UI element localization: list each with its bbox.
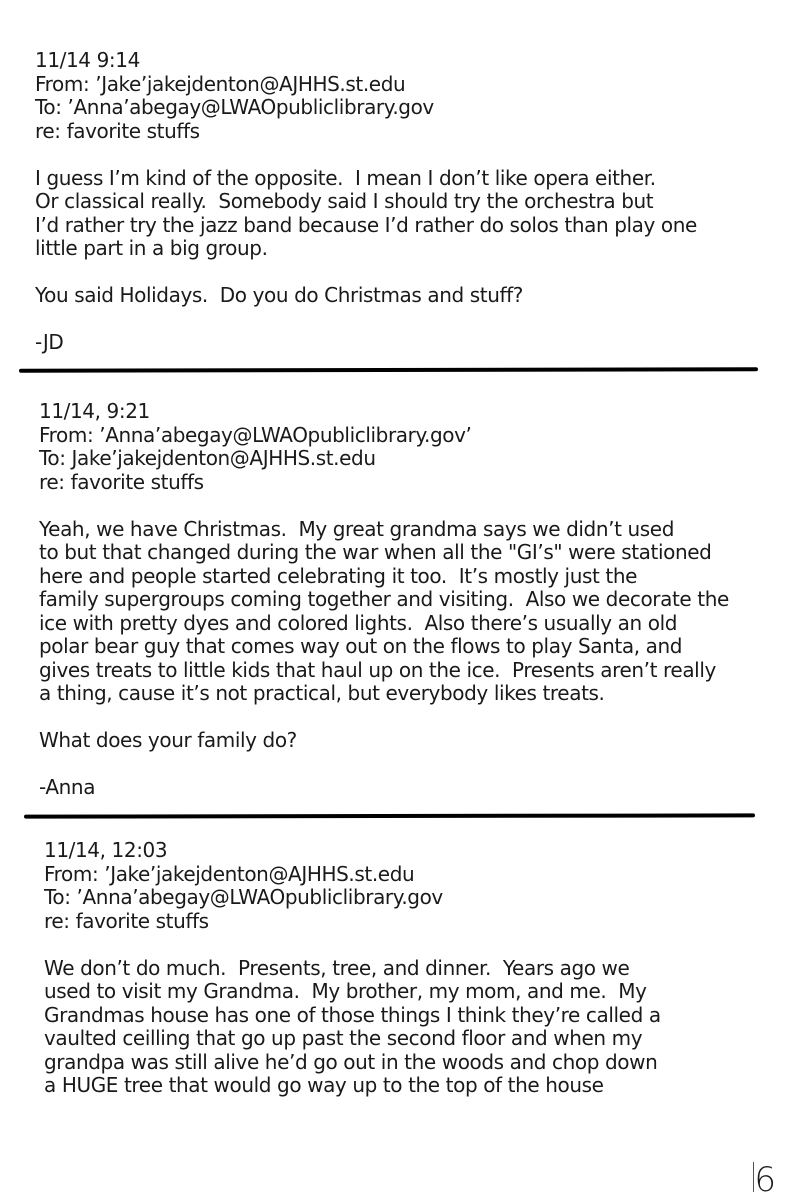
body-line: ice with pretty dyes and colored lights. Also there’s usually an old: [39, 610, 678, 635]
email-signature: -Anna: [39, 775, 96, 799]
email-timestamp: 11/14, 12:03: [44, 838, 168, 862]
body-line: a HUGE tree that would go way up to the top of the house: [44, 1073, 604, 1097]
body-line: used to visit my Grandma. My brother, my mom, and me. My: [44, 979, 647, 1003]
body-line: here and people started celebrating it too. It’s mostly just the: [39, 563, 638, 588]
email-timestamp: 11/14, 9:21: [39, 399, 150, 423]
body-line: I’d rather try the jazz band because I’d rather do solos than play one: [35, 212, 697, 237]
page-number: 6: [754, 1160, 776, 1200]
email-from: From: ’Anna’abegay@LWAOpubliclibrary.gov’: [39, 422, 472, 447]
body-line: little part in a big group.: [35, 236, 268, 260]
email-divider: [24, 813, 755, 818]
body-line: polar bear guy that comes way out on the flows to play Santa, and: [39, 634, 683, 658]
email-subject: re: favorite stuffs: [39, 469, 204, 494]
email-to: To: Jake’jakejdenton@AJHHS.st.edu: [39, 446, 376, 470]
email-from: From: ’Jake’jakejdenton@AJHHS.st.edu: [35, 71, 406, 96]
email-to: To: ’Anna’abegay@LWAOpubliclibrary.gov: [35, 95, 434, 119]
body-line: We don’t do much. Presents, tree, and dinner. Years ago we: [44, 955, 630, 980]
body-line: You said Holidays. Do you do Christmas and stuff?: [35, 283, 523, 307]
body-line: family supergroups coming together and visiting. Also we decorate the: [39, 587, 729, 611]
body-line: to but that changed during the war when all the "GI’s" were stationed: [39, 540, 712, 564]
body-line: grandpa was still alive he’d go out in the woods and chop down: [44, 1049, 658, 1074]
email-message-3: [44, 839, 661, 1098]
email-message-2: [39, 400, 729, 800]
email-message-1: [35, 49, 697, 355]
email-divider: [19, 367, 758, 373]
body-line: What does your family do?: [39, 728, 297, 752]
body-line: vaulted ceilling that go up past the second floor and when my: [44, 1026, 643, 1050]
body-line: I guess I’m kind of the opposite. I mean I don’t like opera either.: [35, 165, 656, 190]
email-to: To: ’Anna’abegay@LWAOpubliclibrary.gov: [44, 885, 443, 909]
body-line: a thing, cause it’s not practical, but everybody likes treats.: [39, 681, 605, 705]
body-line: Grandmas house has one of those things I think they’re called a: [44, 1002, 661, 1027]
body-line: gives treats to little kids that haul up on the ice. Presents aren’t really: [39, 657, 716, 682]
email-timestamp: 11/14 9:14: [35, 48, 140, 72]
email-subject: re: favorite stuffs: [44, 908, 209, 933]
email-from: From: ’Jake’jakejdenton@AJHHS.st.edu: [44, 861, 415, 886]
body-line: Yeah, we have Christmas. My great grandma says we didn’t used: [39, 516, 674, 541]
body-line: Or classical really. Somebody said I should try the orchestra but: [35, 189, 654, 213]
email-subject: re: favorite stuffs: [35, 118, 200, 143]
email-signature: -JD: [35, 330, 64, 354]
